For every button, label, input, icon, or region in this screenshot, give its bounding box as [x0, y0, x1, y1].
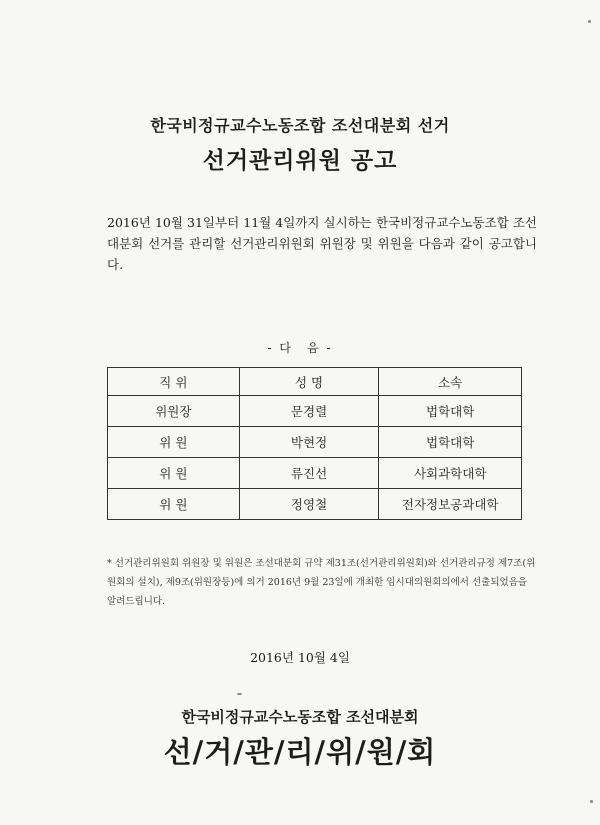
signature-committee: 선/거/관/리/위/원/회: [163, 735, 437, 769]
name-cell: 류진선: [239, 458, 379, 489]
affiliation-cell: 전자정보공과대학: [379, 489, 522, 520]
column-header-affiliation: 소속: [379, 368, 522, 396]
affiliation-cell: 법학대학: [379, 427, 522, 458]
notice-date: 2016년 10월 4일: [250, 650, 350, 665]
scan-speck: [590, 800, 593, 803]
name-cell: 박현정: [239, 427, 379, 458]
organization-election-heading: 한국비정규교수노동조합 조선대분회 선거: [150, 116, 450, 135]
name-cell: 정영철: [239, 489, 379, 520]
affiliation-cell: 사회과학대학: [379, 458, 522, 489]
document-title: 선거관리위원 공고: [202, 148, 398, 174]
table-row: [108, 396, 522, 427]
footnote: * 선거관리위원회 위원장 및 위원은 조선대분회 규약 제31조(선거관리위원회)와 선거관리규정 제7조(위원회의 설치), 제9조(위원장등)에 의거 2016년 9월 23일에 개최한 임시대의원회의에서 선출되었음을 알려드립니다.: [107, 558, 536, 607]
position-cell: 위원장: [108, 396, 240, 427]
scan-speck: [237, 693, 242, 695]
column-header-name: 성 명: [239, 368, 379, 396]
column-header-position: 직 위: [108, 368, 240, 396]
scan-speck: [588, 20, 591, 23]
announcement-body: 2016년 10월 31일부터 11월 4일까지 실시하는 한국비정규교수노동조합 조선대분회 선거를 관리할 선거관리위원회 위원장 및 위원을 다음과 같이 공고합니다.: [107, 215, 537, 272]
section-subheading: - 다 음 -: [267, 341, 333, 355]
table-row: [108, 427, 522, 458]
committee-members-table: [107, 367, 522, 520]
position-cell: 위 원: [108, 427, 240, 458]
name-cell: 문경렬: [239, 396, 379, 427]
table-header-row: [108, 368, 522, 396]
table-row: [108, 458, 522, 489]
position-cell: 위 원: [108, 458, 240, 489]
position-cell: 위 원: [108, 489, 240, 520]
signature-organization: 한국비정규교수노동조합 조선대분회: [181, 708, 419, 726]
table-row: [108, 489, 522, 520]
affiliation-cell: 법학대학: [379, 396, 522, 427]
